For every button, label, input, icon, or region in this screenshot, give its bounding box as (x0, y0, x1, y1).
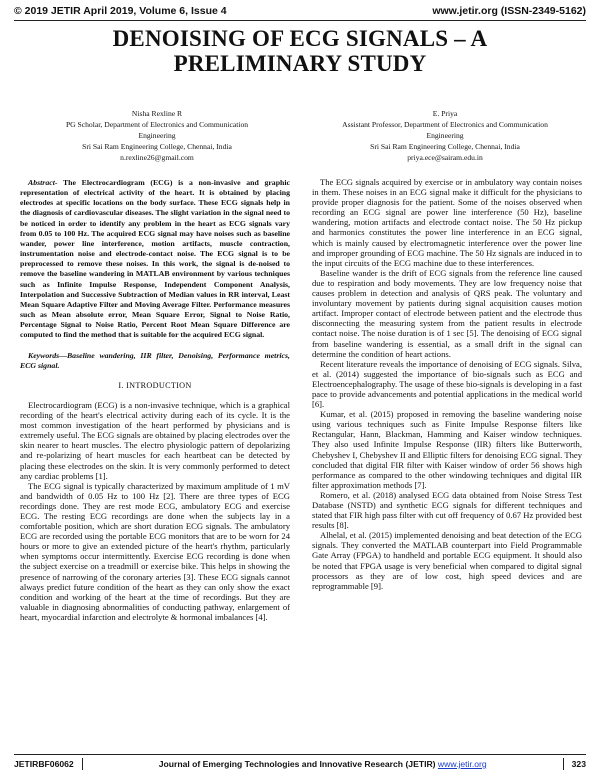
keywords: Keywords—Baseline wandering, IIR filter, Denoising, Performance metrics, ECG signal. (20, 350, 290, 370)
footer-divider (82, 758, 83, 770)
footer-divider (563, 758, 564, 770)
journal-name (91, 759, 555, 769)
body-paragraph: Baseline wander is the drift of ECG signals from the reference line caused due to respiration and body movements. They are low frequency noise that causes problem in detection and analysis of QRS peak. The voluntary and involuntary movement by patients during signal acquisition causes motion artifact. Improper contact of electrode between patient and the electrode thus disconnecting the measuring system from the patient results in electrode contact noise. The noise duration is of 1 sec [5]. The denoising of ECG signal from baseline wandering is essential, as a small drift in the signal can determine the condition of heart actions. (312, 267, 582, 359)
journal-title: Journal of Emerging Technologies and Innovative Research (JETIR) (158, 759, 436, 769)
author-block-1 (22, 108, 292, 163)
footer-rule (14, 754, 586, 755)
title-line-1: DENOISING OF ECG SIGNALS – A (112, 26, 488, 51)
header-issue: © 2019 JETIR April 2019, Volume 6, Issue 4 (14, 5, 227, 17)
abstract-lead: Abstract (28, 178, 55, 187)
author-dept: Engineering (138, 131, 176, 140)
right-column (312, 177, 582, 591)
page-footer (14, 757, 586, 771)
paper-code: JETIRBF06062 (14, 759, 74, 769)
author-email[interactable]: n.rexline26@gmail.com (120, 153, 194, 162)
author-name: E. Priya (432, 109, 458, 118)
left-column (20, 178, 290, 622)
header-site: www.jetir.org (ISSN-2349-5162) (432, 5, 586, 17)
header-rule (14, 20, 586, 21)
author-name: Nisha Rexline R (131, 109, 183, 118)
author-role: Assistant Professor, Department of Electronics and Communication (342, 120, 548, 129)
body-paragraph: Kumar, et al. (2015) proposed in removing the baseline wandering noise using various techniques such as Finite Impulse Response filters like Rectangular, Hann, Blackman, Hamming and Kaiser window techniques. They also used Infinite Impulse Response (IIR) filters like Butterworth, Chebyshev I, Chebyshev II and Elliptic filters for denoising ECG signal. They concluded that digital FIR filter with Kaiser window of order 56 shows high performance as compared to the other windowing techniques and digital IIR filter approximation methods [7]. (312, 409, 582, 490)
intro-paragraph: Electrocardiogram (ECG) is a non-invasive technique, which is a graphical recording of the heart's electrical activity during each of its cycle. It is the most common investigation of the heart performed by physicians and is extremely useful. The ECG signals are obtained by placing electrodes over the skin nearer to heart muscles. The electro physiologic pattern of depolarizing and re-polarizing of heart muscles for each heartbeat can be detected by placing these electrodes on the skin. It is very commonly performed to detect any cardiac problems [1]. (20, 399, 290, 481)
body-paragraph: Romero, et al. (2018) analysed ECG data obtained from Noise Stress Test Database (NSTD) and synthetic ECG signals for different techniques and stated that FIR high pass filter with cut off frequency of 0.67 Hz provided best results [8]. (312, 489, 582, 531)
intro-paragraph: The ECG signal is typically characterized by maximum amplitude of 1 mV and bandwidth of 0.05 Hz to 100 Hz [2]. There are three types of ECG recordings done. They are rest mode ECG, ambulatory ECG and exercise ECG. The resting ECG recordings are done when the subjects lay in a comfortable position, which are short duration ECG signals. The ambulatory ECG are recorded using the portable ECG monitors that are to be worn for 24 hours or more to give an extended picture of the heart's rhythm, particularly when symptoms occur intermittently. Exercise ECG recording is done when the subject exercise on a treadmill or exercise bike. This helps in showing the presence of narrowing of the coronary arteries [3]. These ECG signals cannot always predict future condition of the heart as they can only show the exact condition and working of the heart at the time of recordings. But they are valuable in diagnosing abnormalities of conducting pathway, enlargement of heart, myocardial infarction and electrolyte & hormonal imbalances [4]. (20, 480, 290, 622)
journal-link[interactable]: www.jetir.org (437, 759, 487, 769)
author-block-2 (306, 108, 584, 163)
author-dept: Engineering (426, 131, 464, 140)
running-header (14, 5, 586, 21)
abstract (20, 178, 290, 341)
page-number: 323 (571, 759, 586, 769)
author-college: Sri Sai Ram Engineering College, Chennai, India (82, 142, 232, 151)
section-heading: I. INTRODUCTION (118, 380, 192, 390)
body-paragraph: Recent literature reveals the importance of denoising of ECG signals. Silva, et al. (2014) suggested the importance of bio-signals such as ECG and Electroencephalography. The usage of these bio-signals is developing in a fast pace to provide advancements and potential applications in the medical world [6]. (312, 358, 582, 410)
title-line-2: PRELIMINARY STUDY (173, 51, 427, 76)
author-college: Sri Sai Ram Engineering College, Chennai, India (370, 142, 520, 151)
paper-title (40, 26, 560, 76)
author-email[interactable]: priya.ece@sairam.edu.in (407, 153, 483, 162)
body-paragraph: Alhelal, et al. (2015) implemented denoising and beat detection of the ECG signals. They converted the MATLAB counterpart into Field Programmable Gate Array (FPGA) to handheld and portable ECG equipment. It should also be noted that FPGA usage is very beneficial when compared to digital signal processors as they are of low cost, high speed devices and are reprogrammable [9]. (312, 530, 582, 591)
abstract-body: - The Electrocardiogram (ECG) is a non-invasive and graphic representation of electrical activity of the heart. It is obtained by placing electrodes at specific locations on the body surface. These ECG signals help in the diagnosis of cardiovascular diseases. The slight variation in the signal need to be noticed in order to identify any problem in the heart as ECG signals vary from 0.05 to 100 Hz. The acquired ECG signal may have noises such as baseline wander, power line interference, motion artifacts, muscle contraction, instrumentation noise and electrode-contact noise. The ECG signal is to be preprocessed to remove these noises. In this work, the signal is de-noised to remove the baseline wandering in MATLAB environment by various techniques such as Infinite Impulse Response, Independent Component Analysis, Interpolation and Successive Subtraction of Median values in RR interval, Least Mean Square Adaptive Filter and Moving Average Filter. Performance measures such as Mean absolute error, Mean Square Error, Signal to Noise Ratio, Percentage Signal to Noise Ratio, Percent Root Mean Square Difference are computed to find the method that is suitable for the acquired ECG signal. (20, 178, 290, 340)
body-paragraph: The ECG signals acquired by exercise or in ambulatory way contain noises in them. These noises in an ECG signal make it difficult for the physicians to provide proper diagnosis for the patient. Some of the noises observed when recording an ECG signal are power line interference (50 Hz), baseline wandering, motion artifacts and electrode contact noise. The 50 Hz pickup and harmonics constitutes the power line interference in an ECG signal, which is mainly caused by electromagnetic interference over the power line and improper grounding of ECG machine. The 50 Hz signals are induced in to the input circuits of the ECG machine due to these interferences. (312, 177, 582, 268)
author-role: PG Scholar, Department of Electronics and Communication (65, 120, 249, 129)
